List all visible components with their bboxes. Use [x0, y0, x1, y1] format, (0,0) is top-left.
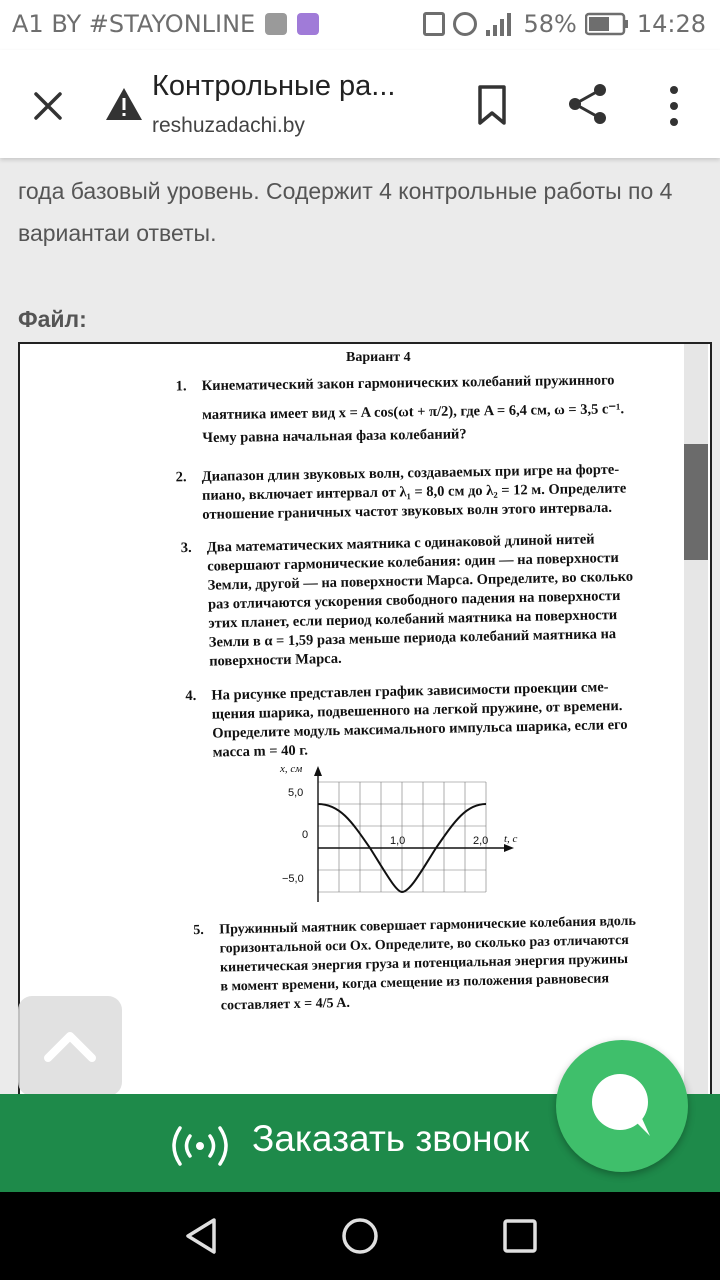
- x-axis-label: t, с: [504, 833, 518, 845]
- gallery-notification-icon: [265, 13, 287, 35]
- intro-text: года базовый уровень. Содержит 4 контрольные работы по 4 вариантаи ответы.: [18, 178, 673, 246]
- page-title: Контрольные ра...: [152, 70, 396, 102]
- task-2: 2. Диапазон длин звуковых волн, создаваемых при игре на форте- пиано, включает интервал от λ₁ = 8,0 см до λ₂ = 12 м. Определите отношение граничных частот звуковых волн этого интервала.: [175, 461, 627, 523]
- alarm-icon: [453, 12, 477, 36]
- share-icon[interactable]: [566, 82, 610, 126]
- recents-icon[interactable]: [498, 1214, 542, 1258]
- variant-title: Вариант 4: [346, 350, 411, 365]
- order-call-label: Заказать звонок: [252, 1118, 530, 1159]
- close-icon[interactable]: [28, 86, 68, 126]
- bookmark-icon[interactable]: [474, 84, 510, 126]
- battery-percent: 58%: [523, 10, 577, 38]
- page-url[interactable]: reshuzadachi.by: [152, 114, 305, 137]
- clock: 14:28: [636, 10, 706, 38]
- broadcast-icon: [166, 1124, 234, 1168]
- task-4: 4. На рисунке представлен график зависимости проекции сме- щения шарика, подвешенного на легкой пружине, от времени. Определите модуль максимального импульса шарика, если его масса m = 40 г.: [185, 679, 628, 761]
- more-options-icon[interactable]: [660, 84, 688, 128]
- vibrate-icon: [423, 12, 445, 36]
- y-tick-label: 0: [302, 829, 309, 841]
- battery-icon: [585, 12, 629, 36]
- document-page: [46, 344, 686, 1104]
- y-tick-label: 5,0: [288, 787, 304, 799]
- chevron-up-icon: [18, 996, 122, 1096]
- chat-button[interactable]: [556, 1040, 688, 1172]
- scroll-to-top-button[interactable]: [18, 996, 122, 1096]
- system-nav-bar: [0, 1192, 720, 1280]
- task-1: 1. Кинематический закон гармонических колебаний пружинного маятника имеет вид x = A cos(ωt + π/2), где A = 6,4 см, ω = 3,5 c⁻¹. Чему равна начальная фаза колебаний?: [175, 372, 625, 447]
- document-viewer[interactable]: [18, 342, 712, 1106]
- y-tick-label: −5,0: [282, 873, 304, 885]
- displacement-time-graph: [278, 762, 538, 912]
- y-axis-arrow: [314, 766, 322, 776]
- chat-bubble-icon: [556, 1040, 688, 1172]
- browser-toolbar: [0, 50, 720, 158]
- messenger-notification-icon: [297, 13, 319, 35]
- task-3: 3. Два математических маятника с одинаковой длиной нитей совершают гармонические колебания: один — на поверхности Земли, другой — на поверхности Марса. Определите, во сколько раз отличаются ускорения свободного падения на поверхности этих планет, если период колебаний маятника на поверхности Земли в α = 1,59 раза меньше периода колебаний маятника на поверхности Марса.: [180, 531, 634, 670]
- signal-icon: [485, 12, 515, 36]
- document-scrollbar-thumb[interactable]: [684, 444, 708, 560]
- x-tick-label: 1,0: [390, 835, 406, 847]
- warning-icon[interactable]: [104, 86, 144, 122]
- status-bar: [0, 0, 720, 50]
- task-5: 5. Пружинный маятник совершает гармонические колебания вдоль горизонтальной оси Ox. Определите, во сколько раз отличаются кинетическая энергия груза и потенциальная энергия пружины в момент времени, когда смещение из положения равновесия составляет x = 4/5 A.: [193, 913, 637, 1014]
- x-axis-arrow: [504, 844, 514, 852]
- y-axis-label: x, см: [280, 763, 303, 775]
- x-tick-label: 2,0: [473, 835, 489, 847]
- home-icon[interactable]: [338, 1214, 382, 1258]
- file-label: Файл:: [18, 306, 87, 332]
- back-icon[interactable]: [180, 1214, 224, 1258]
- carrier-label: A1 BY #STAYONLINE: [12, 10, 256, 38]
